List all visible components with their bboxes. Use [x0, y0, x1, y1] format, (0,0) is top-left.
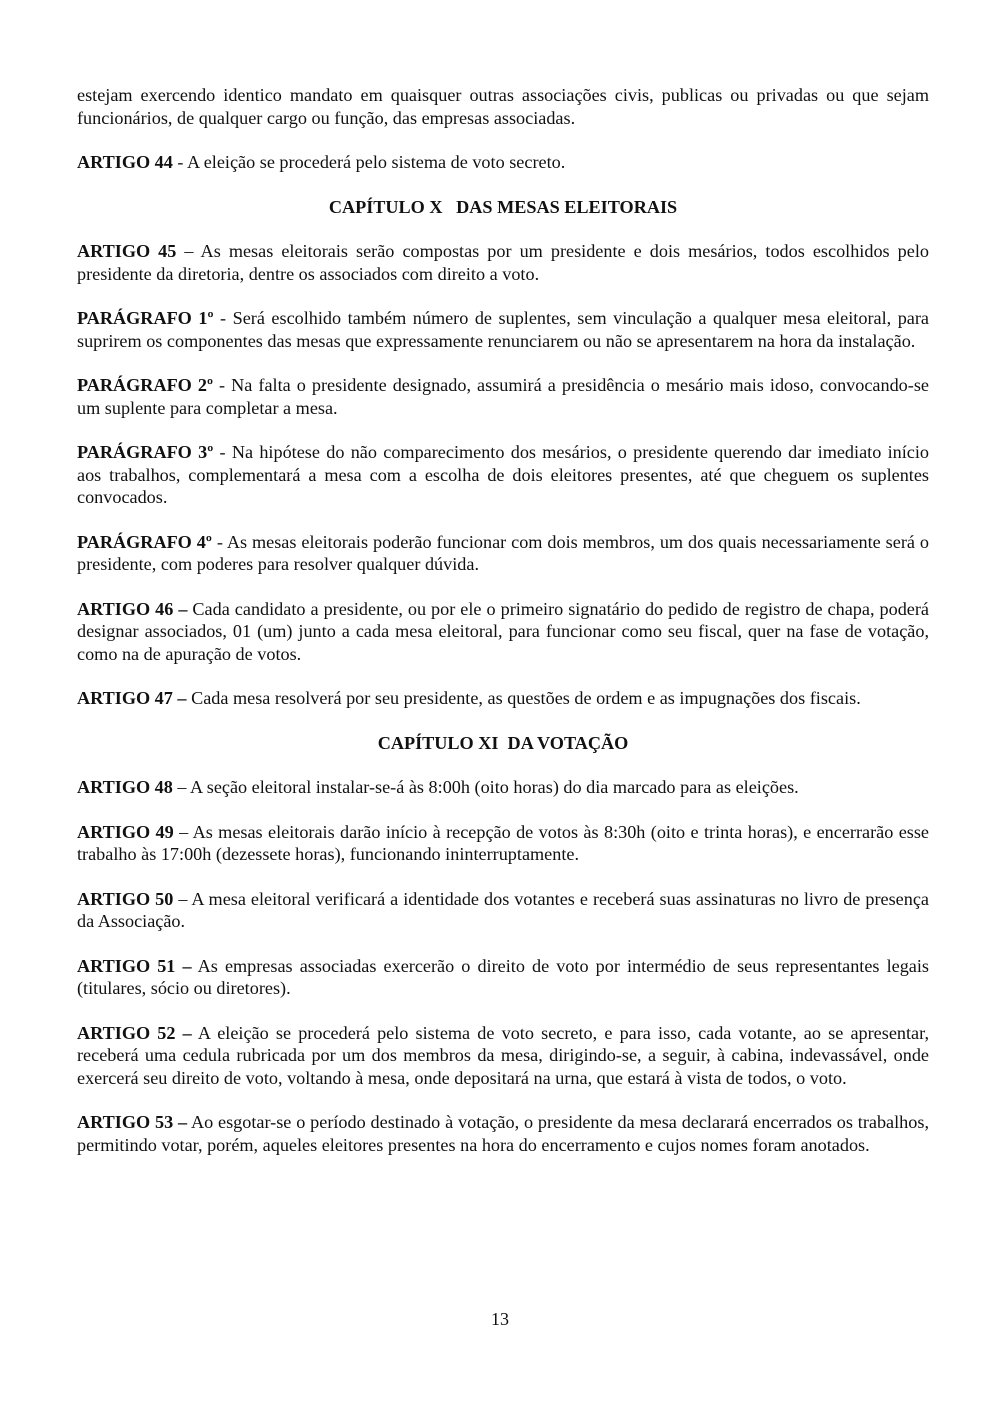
article-text: As empresas associadas exercerão o direito de voto por intermédio de seus representantes legais (titulares, sócio ou diretores). — [77, 955, 929, 998]
article-paragraph — [77, 598, 929, 666]
article-text: – As mesas eleitorais darão início à recepção de votos às 8:30h (oito e trinta horas), e encerrarão esse trabalho às 17:00h (dezessete horas), funcionando ininterruptamente. — [77, 821, 929, 864]
article-paragraph — [77, 1022, 929, 1090]
article-paragraph — [77, 687, 929, 710]
article-paragraph — [77, 441, 929, 509]
article-text: Cada candidato a presidente, ou por ele o primeiro signatário do pedido de registro de chapa, poderá designar associados, 01 (um) junto a cada mesa eleitoral, para funcionar como seu fiscal, quer na fase de votação, como na de apuração de votos. — [77, 598, 929, 664]
article-label: PARÁGRAFO 4º — [77, 531, 212, 552]
article-label: ARTIGO 53 – — [77, 1112, 188, 1132]
article-paragraph — [77, 1111, 929, 1156]
article-paragraph — [77, 84, 929, 129]
article-text: - Na hipótese do não comparecimento dos mesários, o presidente querendo dar imediato início aos trabalhos, complementará a mesa com a escolha de dois eleitores presentes, até que cheguem os suplentes convocados. — [77, 442, 929, 507]
article-label: ARTIGO 52 – — [77, 1022, 192, 1043]
chapter-heading: CAPÍTULO X DAS MESAS ELEITORAIS — [328, 196, 678, 217]
article-text: – A seção eleitoral instalar-se-á às 8:00h (oito horas) do dia marcado para as eleições. — [172, 777, 799, 797]
article-text: - Na falta o presidente designado, assumirá a presidência o mesário mais idoso, convocando-se um suplente para completar a mesa. — [77, 375, 929, 418]
article-text: – As mesas eleitorais serão compostas por um presidente e dois mesários, todos escolhidos pelo presidente da diretoria, dentre os associados com direito a voto. — [77, 241, 929, 284]
article-paragraph — [77, 151, 929, 174]
article-text: Ao esgotar-se o período destinado à votação, o presidente da mesa declarará encerrados os trabalhos, permitindo votar, porém, aqueles eleitores presentes na hora do encerramento e cujos nomes foram anotados. — [77, 1112, 929, 1155]
article-label: ARTIGO 47 – — [77, 688, 187, 708]
article-label: PARÁGRAFO 2º — [77, 375, 213, 395]
article-label: ARTIGO 46 – — [77, 598, 188, 619]
article-label: ARTIGO 49 — [77, 821, 174, 842]
article-label: PARÁGRAFO 3º — [77, 442, 214, 462]
page-number: 13 — [491, 1309, 509, 1329]
article-paragraph — [77, 240, 929, 285]
article-text: - As mesas eleitorais poderão funcionar com dois membros, um dos quais necessariamente será o presidente, com poderes para resolver qualquer dúvida. — [77, 531, 929, 574]
article-label: ARTIGO 48 — [77, 777, 173, 797]
article-paragraph — [77, 955, 929, 1000]
article-label: ARTIGO 45 — [77, 241, 177, 261]
chapter-heading: CAPÍTULO XI DA VOTAÇÃO — [377, 732, 629, 753]
article-paragraph — [77, 776, 929, 799]
article-text: estejam exercendo identico mandato em quaisquer outras associações civis, publicas ou privadas ou que sejam funcionários, de qualquer cargo ou função, das empresas associadas. — [77, 85, 929, 128]
article-label: ARTIGO 44 — [77, 152, 173, 172]
article-paragraph — [77, 821, 929, 866]
article-paragraph — [77, 307, 929, 352]
article-text: – A mesa eleitoral verificará a identidade dos votantes e receberá suas assinaturas no livro de presença da Associação. — [77, 888, 929, 931]
article-label: ARTIGO 51 – — [77, 955, 192, 976]
document-body — [77, 84, 929, 1178]
article-text: A eleição se procederá pelo sistema de voto secreto, e para isso, cada votante, ao se apresentar, receberá uma cedula rubricada por um dos membros da mesa, dirigindo-se, a seguir, à cabina, indevassável, onde exercerá seu direito de voto, voltando à mesa, onde depositará na urna, que estará à vista de todos, o voto. — [77, 1022, 930, 1088]
article-text: - Será escolhido também número de suplentes, sem vinculação a qualquer mesa eleitoral, para suprirem os componentes das mesas que expressamente renunciarem ou não se apresentarem na hora da instalação. — [77, 308, 930, 351]
article-label: ARTIGO 50 — [77, 888, 174, 909]
article-label: PARÁGRAFO 1º — [77, 308, 214, 328]
article-paragraph — [77, 888, 929, 933]
article-paragraph — [77, 531, 929, 576]
article-text: - A eleição se procederá pelo sistema de voto secreto. — [172, 152, 566, 172]
article-text: Cada mesa resolverá por seu presidente, as questões de ordem e as impugnações dos fiscais. — [186, 688, 861, 708]
article-paragraph — [77, 374, 929, 419]
